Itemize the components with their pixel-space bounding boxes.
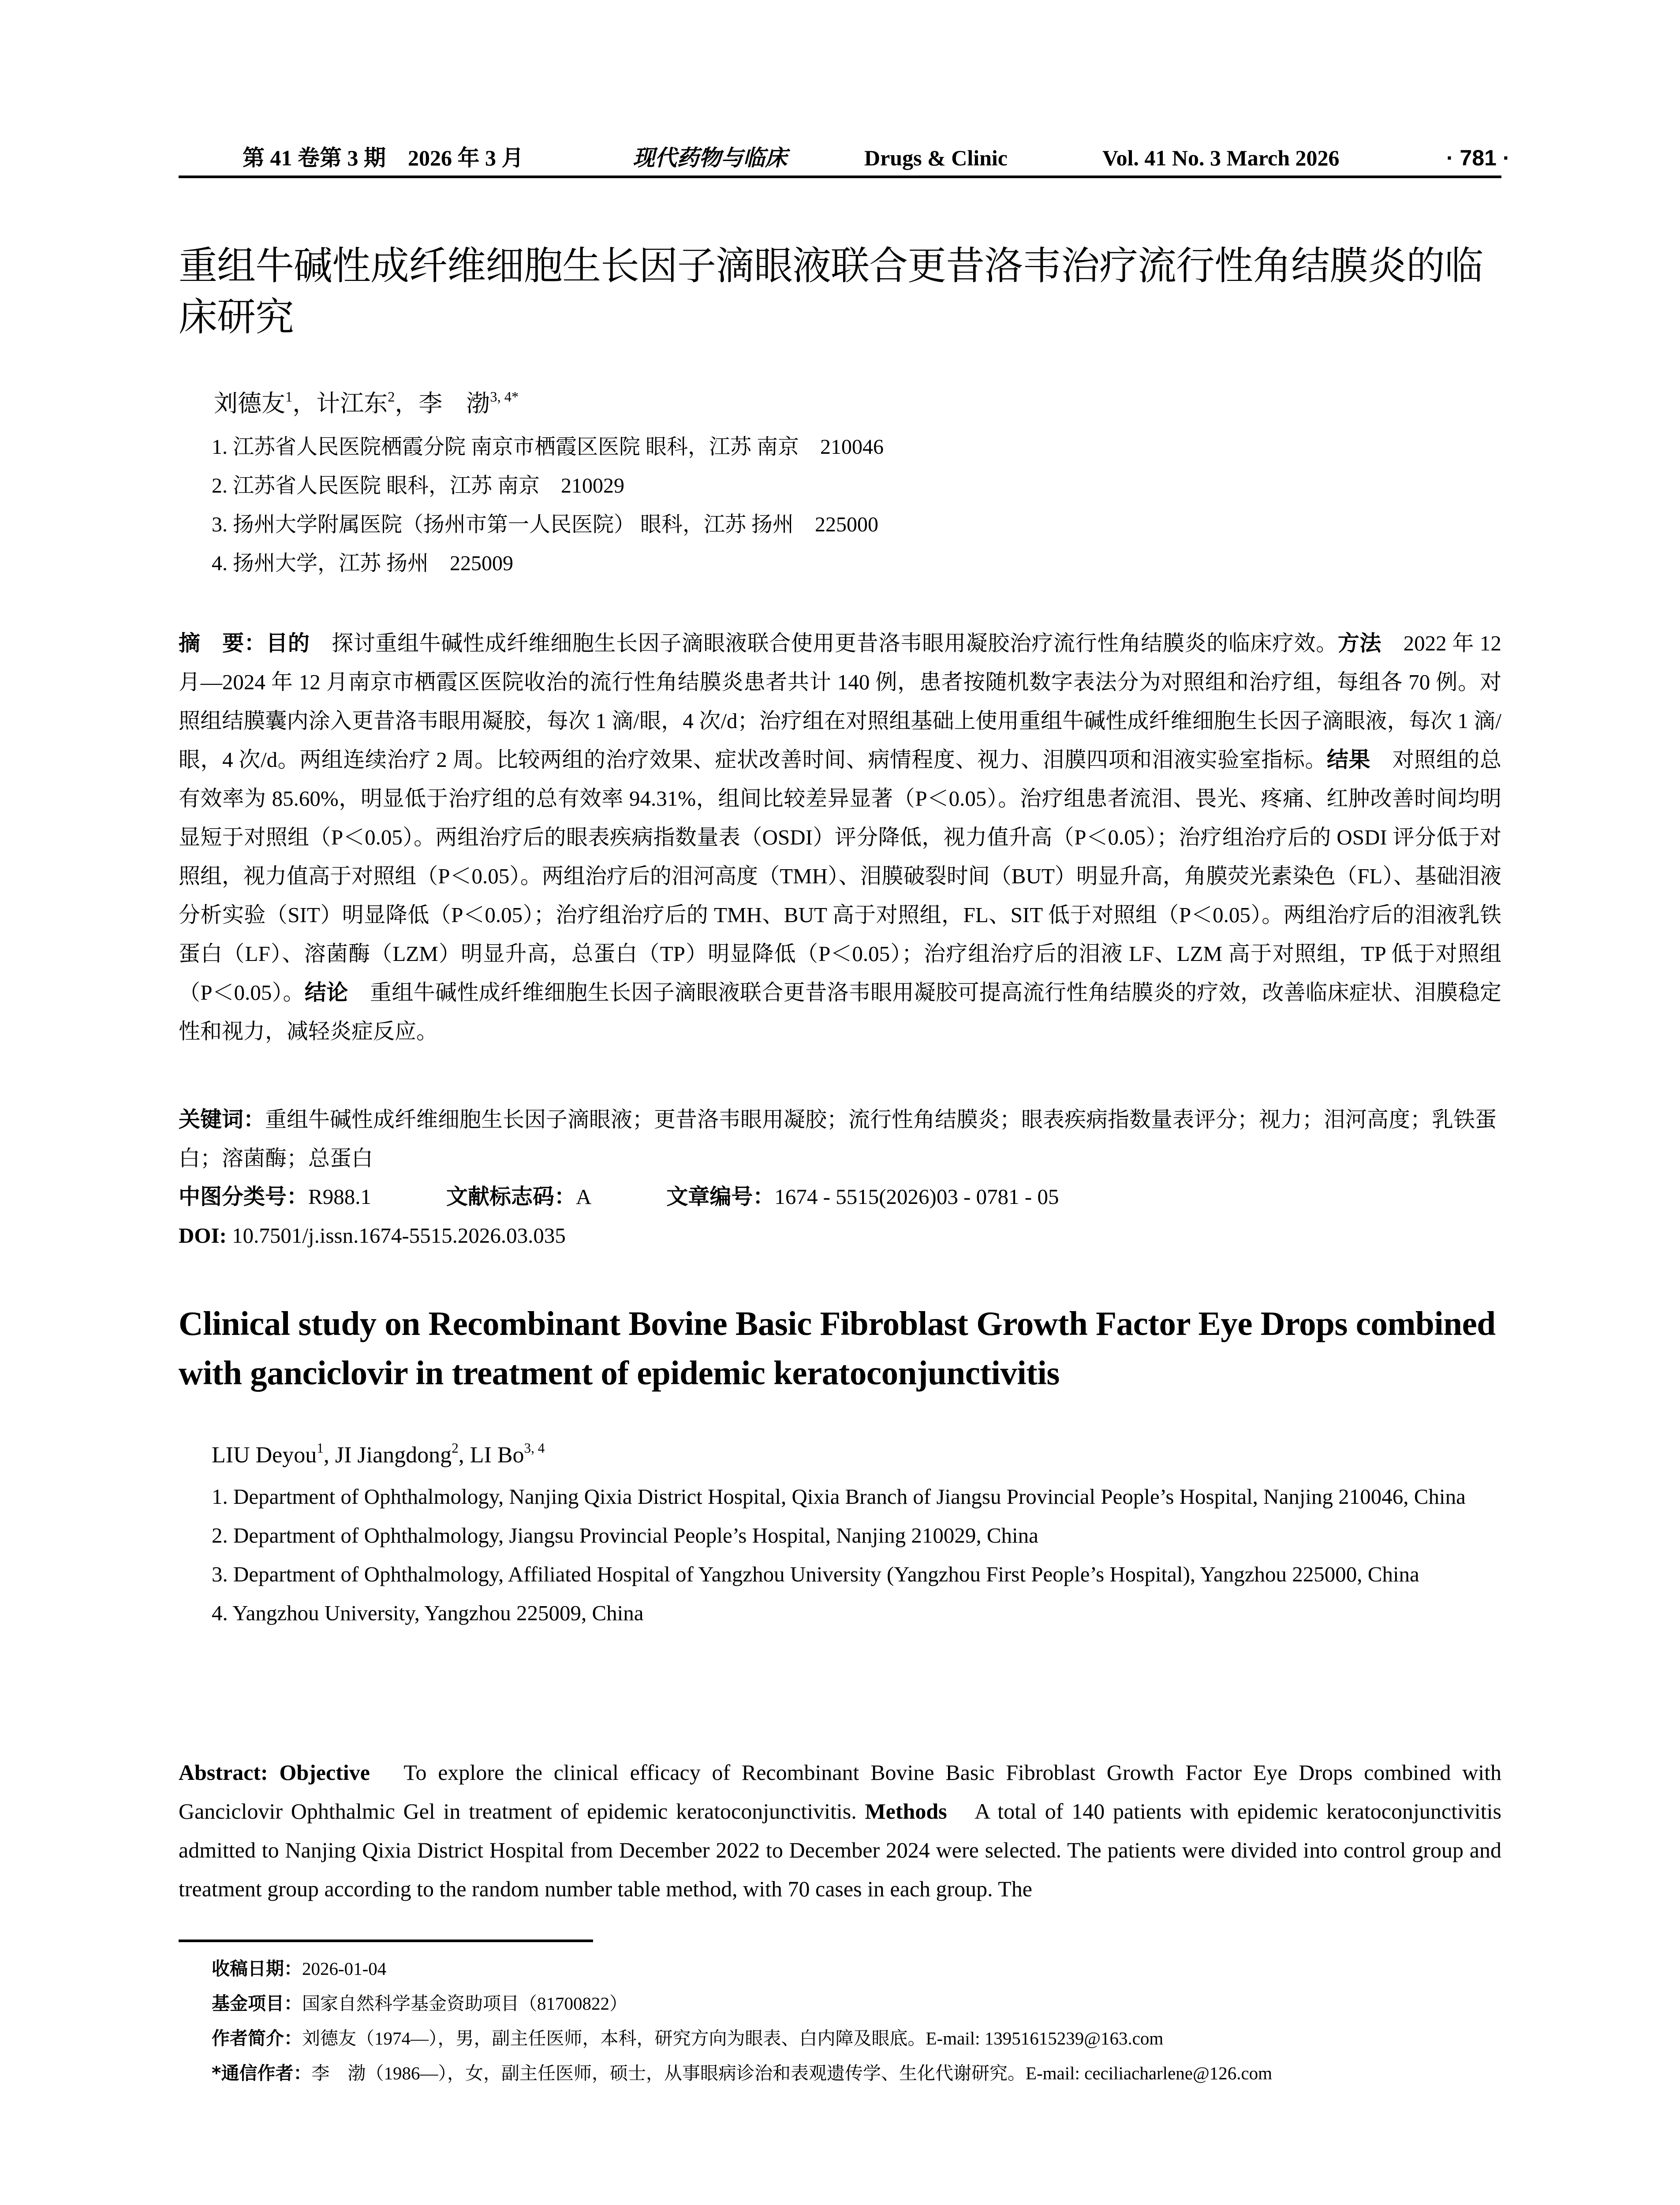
affiliation-item: 4. Yangzhou University, Yangzhou 225009, China xyxy=(212,1601,644,1625)
clc-value: R988.1 xyxy=(308,1185,371,1209)
running-header xyxy=(179,140,1510,176)
methods-label: 方法 xyxy=(1337,631,1382,656)
author-bio-label: 作者简介： xyxy=(212,2028,302,2049)
fund-info xyxy=(212,1986,1272,2021)
author-name: LI Bo xyxy=(470,1443,524,1468)
received-date xyxy=(212,1951,1272,1986)
corresponding-label: *通信作者： xyxy=(212,2063,312,2084)
affiliation-list-en xyxy=(212,1477,1501,1633)
author-name: LIU Deyou xyxy=(212,1443,317,1468)
author-affiliation-mark: 2 xyxy=(452,1440,459,1456)
author-list-cn xyxy=(214,388,519,419)
keywords-text: 重组牛碱性成纤维细胞生长因子滴眼液；更昔洛韦眼用凝胶；流行性角结膜炎；眼表疾病指数量表评分；视力；泪河高度；乳铁蛋白；溶菌酶；总蛋白 xyxy=(179,1107,1497,1170)
article-number-label: 文章编号： xyxy=(666,1184,775,1209)
author-name: 李 渤 xyxy=(418,390,490,417)
author-name: JI Jiangdong xyxy=(335,1443,452,1468)
fund-value: 国家自然科学基金资助项目（81700822） xyxy=(302,1993,627,2014)
author-separator: , xyxy=(458,1443,470,1468)
corresponding-author xyxy=(212,2056,1272,2091)
objective-text: 探讨重组牛碱性成纤维细胞生长因子滴眼液联合使用更昔洛韦眼用凝胶治疗流行性角结膜炎的临床疗效。 xyxy=(310,631,1338,655)
abstract-label: 摘 要： xyxy=(179,631,266,656)
corresponding-value: 李 渤（1986—），女，副主任医师，硕士，从事眼病诊治和表观遗传学、生化代谢研究。E-mail: ceciliacharlene@126.com xyxy=(311,2063,1273,2083)
conclusion-text: 重组牛碱性成纤维细胞生长因子滴眼液联合更昔洛韦眼用凝胶可提高流行性角结膜炎的疗效，改善临床症状、泪膜稳定性和视力，减轻炎症反应。 xyxy=(179,980,1501,1043)
objective-label: 目的 xyxy=(266,631,310,656)
author-affiliation-mark: 1 xyxy=(317,1440,324,1456)
issue-info-cn: 第 41 卷第 3 期 2026 年 3 月 xyxy=(243,146,524,170)
author-affiliation-mark: 3, 4 xyxy=(524,1440,545,1456)
results-text: 对照组的总有效率为 85.60%，明显低于治疗组的总有效率 94.31%，组间比较差异显著（P＜0.05）。治疗组患者流泪、畏光、疼痛、红肿改善时间均明显短于对照组（P＜0.05）。两组治疗后的眼表疾病指数量表（OSDI）评分降低，视力值升高（P＜0.05）；治疗组治疗后的 OSDI 评分低于对照组，视力值高于对照组（P＜0.05）。两组治疗后的泪河高度（TMH）、泪膜破裂时间（BUT）明显升高，角膜荧光素染色（FL）、基础泪液分析实验（SIT）明显降低（P＜0.05）；治疗组治疗后的 TMH、BUT 高于对照组，FL、SIT 低于对照组（P＜0.05）。两组治疗后的泪液乳铁蛋白（LF）、溶菌酶（LZM）明显升高，总蛋白（TP）明显降低（P＜0.05）；治疗组治疗后的泪液 LF、LZM 高于对照组，TP 低于对照组（P＜0.05）。 xyxy=(179,747,1501,1005)
author-affiliation-mark: 1 xyxy=(285,389,293,405)
affiliation-list-cn xyxy=(212,428,884,583)
doi-link[interactable]: 10.7501/j.issn.1674-5515.2026.03.035 xyxy=(226,1223,566,1248)
article-number-value: 1674 - 5515(2026)03 - 0781 - 05 xyxy=(774,1185,1059,1209)
author-bio xyxy=(212,2021,1272,2056)
abstract-objective-label: Abstract: Objective xyxy=(179,1760,370,1785)
clc-label: 中图分类号： xyxy=(179,1184,309,1209)
results-label: 结果 xyxy=(1327,747,1371,772)
doc-code-value: A xyxy=(575,1185,592,1209)
received-value: 2026-01-04 xyxy=(302,1958,387,1979)
classification-info xyxy=(179,1177,1059,1255)
page-number: · 781 · xyxy=(1446,146,1510,170)
author-affiliation-mark: 2 xyxy=(388,389,395,405)
affiliation-item: 3. Department of Ophthalmology, Affiliated Hospital of Yangzhou University (Yangzhou First People’s Hospital), Yangzhou 225000, China xyxy=(212,1562,1419,1586)
author-separator: , xyxy=(323,1443,335,1468)
footnotes xyxy=(212,1951,1272,2091)
keywords-cn xyxy=(179,1100,1501,1178)
affiliation-item: 1. Department of Ophthalmology, Nanjing Qixia District Hospital, Qixia Branch of Jiangsu Provincial People’s Hospital, Nanjing 210046, China xyxy=(212,1484,1466,1509)
conclusion-label: 结论 xyxy=(304,980,348,1005)
doi-label: DOI: xyxy=(179,1223,227,1248)
affiliation-item: 3. 扬州大学附属医院（扬州市第一人民医院） 眼科，江苏 扬州 225000 xyxy=(212,513,879,536)
doc-code-label: 文献标志码： xyxy=(446,1184,576,1209)
author-name: 刘德友 xyxy=(214,390,285,417)
header-rule xyxy=(179,176,1501,178)
received-label: 收稿日期： xyxy=(212,1958,302,1979)
author-bio-value: 刘德友（1974—），男，副主任医师，本科，研究方向为眼表、白内障及眼底。E-mail: 13951615239@163.com xyxy=(302,2028,1164,2048)
affiliation-item: 1. 江苏省人民医院栖霞分院 南京市栖霞区医院 眼科，江苏 南京 210046 xyxy=(212,435,884,459)
methods-text: A total of 140 patients with epidemic keratoconjunctivitis admitted to Nanjing Qixia District Hospital from December 2022 to December 2024 were selected. The patients were divided into control group and treatment group according to the random number table method, with 70 cases in each group. The xyxy=(179,1799,1501,1901)
article-title-en: Clinical study on Recombinant Bovine Basic Fibroblast Growth Factor Eye Drops combined with ganciclovir in treatment of epidemic keratoconjunctivitis xyxy=(179,1304,1496,1392)
affiliation-item: 2. 江苏省人民医院 眼科，江苏 南京 210029 xyxy=(212,474,625,497)
methods-text: 2022 年 12 月—2024 年 12 月南京市栖霞区医院收治的流行性角结膜炎患者共计 140 例，患者按随机数字表法分为对照组和治疗组，每组各 70 例。对照组结膜囊内涂入更昔洛韦眼用凝胶，每次 1 滴/眼，4 次/d；治疗组在对照组基础上使用重组牛碱性成纤维细胞生长因子滴眼液，每次 1 滴/眼，4 次/d。两组连续治疗 2 周。比较两组的治疗效果、症状改善时间、病情程度、视力、泪膜四项和泪液实验室指标。 xyxy=(179,631,1501,772)
methods-label: Methods xyxy=(865,1799,947,1824)
journal-name-cn: 现代药物与临床 xyxy=(633,146,787,170)
abstract-en xyxy=(179,1753,1501,1908)
author-separator: ， xyxy=(395,390,419,417)
affiliation-item: 2. Department of Ophthalmology, Jiangsu Provincial People’s Hospital, Nanjing 210029, China xyxy=(212,1523,1038,1547)
article-title-cn: 重组牛碱性成纤维细胞生长因子滴眼液联合更昔洛韦治疗流行性角结膜炎的临床研究 xyxy=(179,243,1483,340)
affiliation-item: 4. 扬州大学，江苏 扬州 225009 xyxy=(212,552,514,575)
author-affiliation-mark: 3, 4* xyxy=(490,389,519,405)
journal-name-en: Drugs & Clinic xyxy=(864,146,1008,170)
author-separator: ， xyxy=(292,390,317,417)
author-list-en xyxy=(212,1440,545,1471)
keywords-label: 关键词： xyxy=(179,1107,265,1132)
objective-text: To explore the clinical efficacy of Recombinant Bovine Basic Fibroblast Growth Factor Eye Drops combined with Ganciclovir Ophthalmic Gel in treatment of epidemic keratoconjunctivitis. xyxy=(179,1760,1501,1824)
fund-label: 基金项目： xyxy=(212,1993,302,2014)
footnote-rule xyxy=(179,1940,593,1942)
author-name: 计江东 xyxy=(316,390,388,417)
volume-info-en: Vol. 41 No. 3 March 2026 xyxy=(1102,146,1340,170)
abstract-cn xyxy=(179,624,1501,1051)
